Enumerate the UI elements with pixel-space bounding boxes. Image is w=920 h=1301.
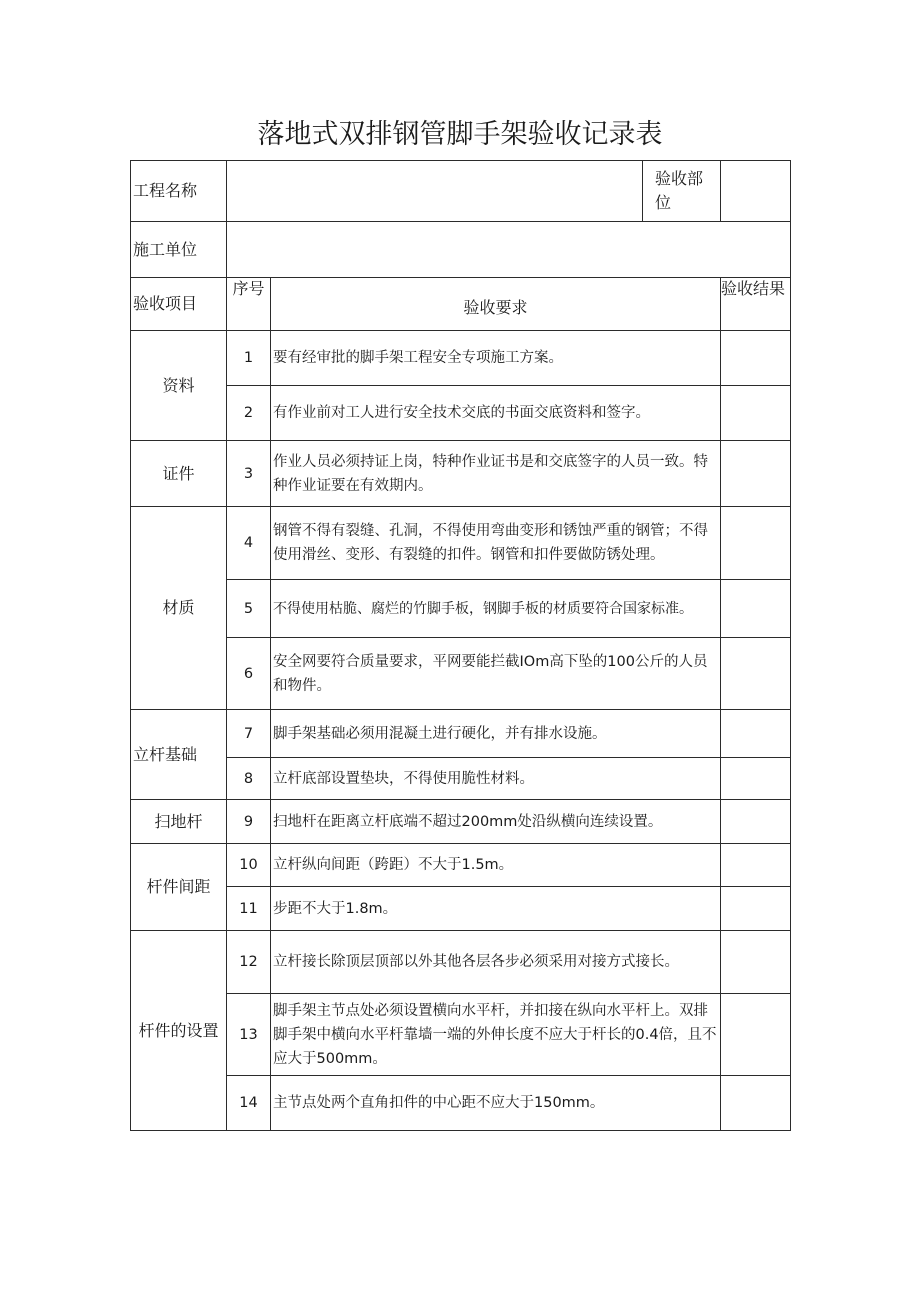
table-row (131, 994, 791, 1076)
row-number: 14 (227, 1076, 271, 1131)
row-number: 1 (227, 331, 271, 386)
project-row (131, 161, 791, 222)
row-number: 5 (227, 580, 271, 638)
row-requirement: 作业人员必须持证上岗，特种作业证书是和交底签字的人员一致。特种作业证要在有效期内。 (271, 441, 721, 507)
row-number: 8 (227, 758, 271, 800)
table-row (131, 844, 791, 887)
project-name-value[interactable] (227, 161, 643, 222)
row-result[interactable] (721, 386, 791, 441)
page-title: 落地式双排钢管脚手架验收记录表 (257, 119, 663, 150)
header-requirement: 验收要求 (271, 278, 721, 331)
row-result[interactable] (721, 887, 791, 931)
table-row (131, 507, 791, 580)
header-row (131, 278, 791, 331)
row-requirement: 立杆纵向间距（跨距）不大于1.5m。 (271, 844, 721, 887)
row-number: 7 (227, 710, 271, 758)
row-requirement: 立杆底部设置垫块，不得使用脆性材料。 (271, 758, 721, 800)
row-requirement: 安全网要符合质量要求，平网要能拦截IOm高下坠的100公斤的人员和物件。 (271, 638, 721, 710)
category-setting: 杆件的设置 (131, 931, 227, 1131)
row-number: 11 (227, 887, 271, 931)
row-number: 9 (227, 800, 271, 844)
category-material: 材质 (131, 507, 227, 710)
acceptance-part-label: 验收部位 (643, 161, 721, 222)
row-number: 10 (227, 844, 271, 887)
row-result[interactable] (721, 580, 791, 638)
row-result[interactable] (721, 441, 791, 507)
category-spacing: 杆件间距 (131, 844, 227, 931)
row-requirement: 主节点处两个直角扣件的中心距不应大于150mm。 (271, 1076, 721, 1131)
table-row (131, 331, 791, 386)
row-requirement: 钢管不得有裂缝、孔洞，不得使用弯曲变形和锈蚀严重的钢管；不得使用滑丝、变形、有裂缝的扣件。钢管和扣件要做防锈处理。 (271, 507, 721, 580)
table-row (131, 710, 791, 758)
row-number: 4 (227, 507, 271, 580)
row-number: 13 (227, 994, 271, 1076)
row-requirement: 脚手架基础必须用混凝土进行硬化，并有排水设施。 (271, 710, 721, 758)
row-requirement: 脚手架主节点处必须设置横向水平杆，并扣接在纵向水平杆上。双排脚手架中横向水平杆靠墙一端的外伸长度不应大于杆长的0.4倍，且不应大于500mm。 (271, 994, 721, 1076)
construction-unit-label: 施工单位 (131, 222, 227, 278)
row-requirement: 有作业前对工人进行安全技术交底的书面交底资料和签字。 (271, 386, 721, 441)
row-requirement: 立杆接长除顶层顶部以外其他各层各步必须采用对接方式接长。 (271, 931, 721, 994)
row-number: 6 (227, 638, 271, 710)
row-number: 12 (227, 931, 271, 994)
row-requirement: 不得使用枯脆、腐烂的竹脚手板，钢脚手板的材质要符合国家标准。 (271, 580, 721, 638)
table-row (131, 887, 791, 931)
category-docs: 资料 (131, 331, 227, 441)
construction-unit-row (131, 222, 791, 278)
category-foundation: 立杆基础 (131, 710, 227, 800)
category-sweep: 扫地杆 (131, 800, 227, 844)
row-result[interactable] (721, 710, 791, 758)
row-result[interactable] (721, 638, 791, 710)
row-requirement: 步距不大于1.8m。 (271, 887, 721, 931)
row-result[interactable] (721, 331, 791, 386)
row-result[interactable] (721, 994, 791, 1076)
table-row (131, 758, 791, 800)
header-item: 验收项目 (131, 278, 227, 331)
acceptance-table (130, 160, 791, 1131)
table-row (131, 800, 791, 844)
category-cert: 证件 (131, 441, 227, 507)
row-result[interactable] (721, 931, 791, 994)
row-requirement: 要有经审批的脚手架工程安全专项施工方案。 (271, 331, 721, 386)
table-row (131, 441, 791, 507)
row-result[interactable] (721, 1076, 791, 1131)
project-name-label: 工程名称 (131, 161, 227, 222)
construction-unit-value[interactable] (227, 222, 791, 278)
table-row (131, 386, 791, 441)
table-row (131, 638, 791, 710)
table-row (131, 1076, 791, 1131)
table-row (131, 580, 791, 638)
header-result: 验收结果 (721, 278, 791, 331)
row-result[interactable] (721, 800, 791, 844)
acceptance-part-value[interactable] (721, 161, 791, 222)
table-row (131, 931, 791, 994)
row-requirement: 扫地杆在距离立杆底端不超过200mm处沿纵横向连续设置。 (271, 800, 721, 844)
header-seq: 序号 (227, 278, 271, 331)
row-result[interactable] (721, 507, 791, 580)
row-result[interactable] (721, 758, 791, 800)
row-number: 3 (227, 441, 271, 507)
row-number: 2 (227, 386, 271, 441)
row-result[interactable] (721, 844, 791, 887)
